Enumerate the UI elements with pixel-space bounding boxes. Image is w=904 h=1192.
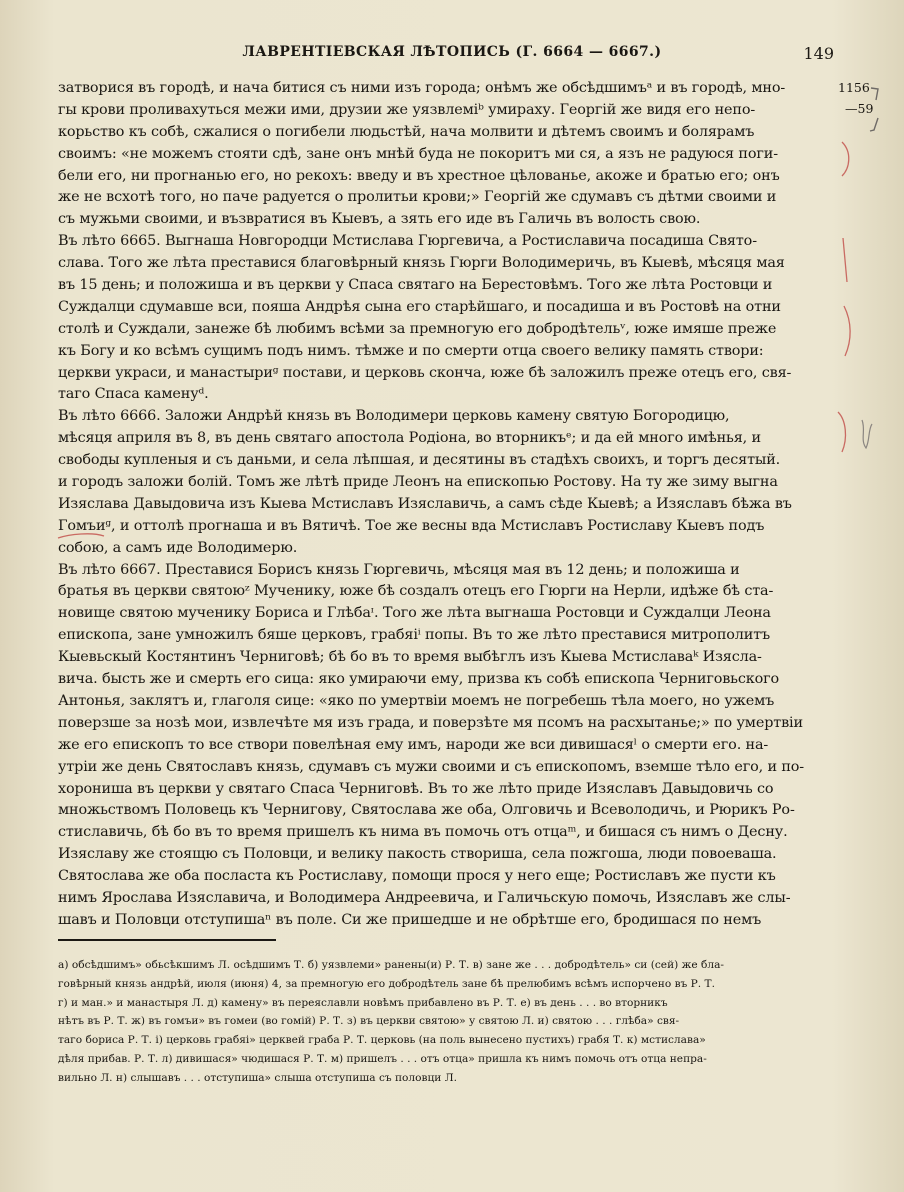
text-line: Изяславу же стоящю съ Половци, и велику пакость створиша, села пожгоша, люди повоеваша. bbox=[58, 846, 777, 863]
text-line: новище святою мученику Бориса и Глѣбаᶦ. Того же лѣта выгнаша Ростовци и Суждалци Леона bbox=[58, 605, 771, 622]
text-line: своимъ: «не можемъ стояти сдѣ, зане онъ мнѣй буда не покоритъ ми ся, а язъ не радуюся поги- bbox=[58, 145, 778, 162]
footnotes bbox=[58, 956, 838, 1088]
text-line: затворися въ городѣ, и нача битися съ ними изъ города; онѣмъ же обсѣдшимъᵃ и въ городѣ, мно- bbox=[58, 80, 786, 96]
text-line: и городъ заложи болій. Томъ же лѣтѣ приде Леонъ на епископью Ростову. На ту же зиму выгна bbox=[58, 474, 778, 491]
text-line: Въ лѣто 6665. Выгнаша Новгородци Мстислава Гюргевича, а Ростиславича посадиша Свято- bbox=[58, 233, 757, 250]
red-pencil-mark bbox=[843, 238, 847, 282]
text-line: множьствомъ Половець къ Чернигову, Святослава же оба, Олговичь и Всеволодичь, и Рюрикъ Ро- bbox=[58, 802, 795, 819]
text-line: съ мужьми своими, и възвратися въ Кыевъ, а зять его иде въ Галичь въ волость свою. bbox=[58, 211, 701, 228]
text-line: шавъ и Половци отступишаⁿ въ поле. Си же пришедше и не обрѣтше его, бродишася по немъ bbox=[58, 911, 762, 928]
text-line: таго Спаса каменуᵈ. bbox=[58, 386, 209, 403]
text-line: Изяслава Давыдовича изъ Кыева Мстиславъ Изяславичь, а самъ сѣде Кыевѣ; а Изяславъ бѣжа въ bbox=[58, 495, 792, 512]
text-line: церкви украси, и манастыриᵍ постави, и церковь скончa, юже бѣ заложилъ преже отецъ его, свя- bbox=[58, 364, 792, 381]
chronicle-text bbox=[58, 78, 836, 932]
red-pencil-mark bbox=[838, 412, 845, 452]
page-number: 149 bbox=[803, 44, 834, 63]
text-line: свободы купленыя и съ даньми, и села лѣпшая, и десятины въ стадѣхъ своихъ, и торгъ десятый. bbox=[58, 452, 781, 469]
text-line: же не всхотѣ того, но паче радуется о пролитьи крови;» Георгій же сдумавъ съ дѣтми своими и bbox=[58, 189, 777, 206]
footnote-line: г) и ман.» и манастыря Л. д) камену» въ переяславли новѣмъ прибавлено въ Р. Т. е) въ день . . . во вторникъ bbox=[58, 996, 668, 1009]
text-line: стиславичь, бѣ бо въ то время пришелъ къ нима въ помочь отъ отцаᵐ, и бишася съ нимъ о Десну. bbox=[58, 824, 788, 841]
text-line: же его епископъ то все створи повелѣная ему имъ, народи же вси дивишасяˡ о смерти его. на- bbox=[58, 736, 769, 753]
text-line: столѣ и Суждали, занеже бѣ любимъ всѣми за премногую его добродѣтельᵛ, юже имяше преже bbox=[58, 320, 777, 337]
text-line: Святослава же оба посласта къ Ростиславу, помощи прося у него еще; Ростиславъ же пусти къ bbox=[58, 868, 776, 885]
text-line: слава. Того же лѣта преставися благовѣрный князь Гюрги Володимеричь, въ Кыевѣ, мѣсяця мая bbox=[58, 255, 785, 272]
text-line: вича. бысть же и смерть его сица: яко умираючи ему, призва къ собѣ епископа Черниговьского bbox=[58, 671, 780, 688]
text-line: собою, а самъ иде Володимерю. bbox=[58, 539, 298, 556]
running-header bbox=[60, 44, 844, 72]
text-line: епископа, зане умножилъ бяше церковъ, грабяіⁱ попы. Въ то же лѣто преставися митрополитъ bbox=[58, 627, 771, 644]
margin-year-range-note: —59 bbox=[845, 101, 874, 116]
text-line: хорониша въ церкви у святаго Спаса Черниговѣ. Въ то же лѣто приде Изяславъ Давыдовичь со bbox=[58, 780, 774, 797]
text-line: корьство къ собѣ, сжалися о погибели людьстѣй, нача молвити и дѣтемъ своимъ и болярамъ bbox=[58, 123, 755, 140]
text-line: нимъ Ярослава Изяславича, и Володимера Андреевича, и Галичьскую помочь, Изяславъ же слы- bbox=[58, 889, 791, 906]
text-line: бели его, ни прогнанью его, но рекохъ: введу и въ хрестное цѣлованье, акоже и братью его; онъ bbox=[58, 167, 780, 184]
red-pencil-mark bbox=[842, 142, 849, 176]
pencil-bracket-mark bbox=[871, 88, 878, 100]
text-line: гы крови проливахуться межи ими, друзии же уязвлеміᵇ умираху. Георгій же видя его непо- bbox=[58, 101, 756, 118]
margin-year-note: 1156 bbox=[838, 80, 870, 95]
text-line: Гомъиᵍ, и оттолѣ прогнаша и въ Вятичѣ. Тое же весны вда Мстиславъ Ростиславу Кыевъ подъ bbox=[58, 517, 765, 534]
footnote-line: вильно Л. н) слышавъ . . . отступиша» слыша отступиша съ половци Л. bbox=[58, 1071, 457, 1084]
text-line: поверзше за нозѣ мои, извлечѣте мя изъ града, и поверзѣте мя псомъ на расхытанье;» по умертвіи bbox=[58, 714, 803, 731]
text-line: Антонья, заклятъ и, глаголя сице: «яко по умертвіи моемъ не погребешь тѣла моего, но ужемъ bbox=[58, 692, 775, 709]
red-pencil-mark bbox=[844, 306, 850, 356]
footnote-line: нѣтъ въ Р. Т. ж) въ гомъи» въ гомеи (во гомій) Р. Т. з) въ церкви святою» у святою Л. и) святою . . . глѣба» свя- bbox=[58, 1015, 680, 1028]
pencil-scribble bbox=[862, 420, 872, 448]
text-line: къ Богу и ко всѣмъ сущимъ подъ нимъ. тѣмже и по смерти отца своего велику память створи: bbox=[58, 342, 764, 359]
text-line: утріи же день Святославъ князь, сдумавъ съ мужи своими и съ епископомъ, вземше тѣло его, и по- bbox=[58, 758, 804, 775]
footnote-line: дѣля прибав. Р. Т. л) дивишася» чюдишася Р. Т. м) пришелъ . . . отъ отца» пришла къ нимъ помочь отъ отца непра- bbox=[58, 1052, 707, 1065]
footnote-divider bbox=[58, 939, 276, 941]
text-line: Въ лѣто 6667. Преставися Борисъ князь Гюргевичь, мѣсяця мая въ 12 день; и положиша и bbox=[58, 561, 740, 578]
text-line: Кыевьскый Костянтинъ Черниговѣ; бѣ бо въ то время выбѣглъ изъ Кыева Мстиславаᵏ Изяслa- bbox=[58, 649, 762, 666]
text-line: Въ лѣто 6666. Заложи Андрѣй князь въ Володимери церковь камену святую Богородицю, bbox=[58, 408, 730, 425]
text-line: братья въ церкви святоюᶻ Мученику, юже бѣ создалъ отецъ его Гюрги на Нерли, идѣже бѣ ста- bbox=[58, 583, 774, 600]
footnote-line: говѣрный князь андрѣй, июля (июня) 4, за премногую его добродѣтель зане бѣ прелюбимъ всѣмъ испорчено въ Р. Т. bbox=[58, 977, 715, 990]
text-line: Суждалци сдумавше вси, пояша Андрѣя сына его старѣйшаго, и посадиша и въ Ростовѣ на отни bbox=[58, 298, 781, 315]
header-title: ЛАВРЕНТІЕВСКАЯ ЛѢТОПИСЬ (Г. 6664 — 6667.) bbox=[242, 44, 662, 60]
text-line: мѣсяця априля въ 8, въ день святаго апостола Родіона, во вторникъᵉ; и да ей много имѣнья, и bbox=[58, 430, 761, 447]
footnote-line: таго бориса Р. Т. і) церковь грабяі» церквей граба Р. Т. церковь (на поль вынесено пустихъ) грабя Т. к) мстислава» bbox=[58, 1034, 706, 1047]
footnote-line: а) обсѣдшимъ» обьсѣкшимъ Л. осѣдшимъ Т. б) уязвлеми» ранены(и) Р. Т. в) зане же . . . добродѣтель» си (сей) же бла- bbox=[58, 959, 725, 971]
pencil-bracket-mark bbox=[870, 118, 878, 131]
text-line: въ 15 день; и положиша и въ церкви у Спаса святаго на Берестовѣмъ. Того же лѣта Ростовци и bbox=[58, 277, 773, 294]
